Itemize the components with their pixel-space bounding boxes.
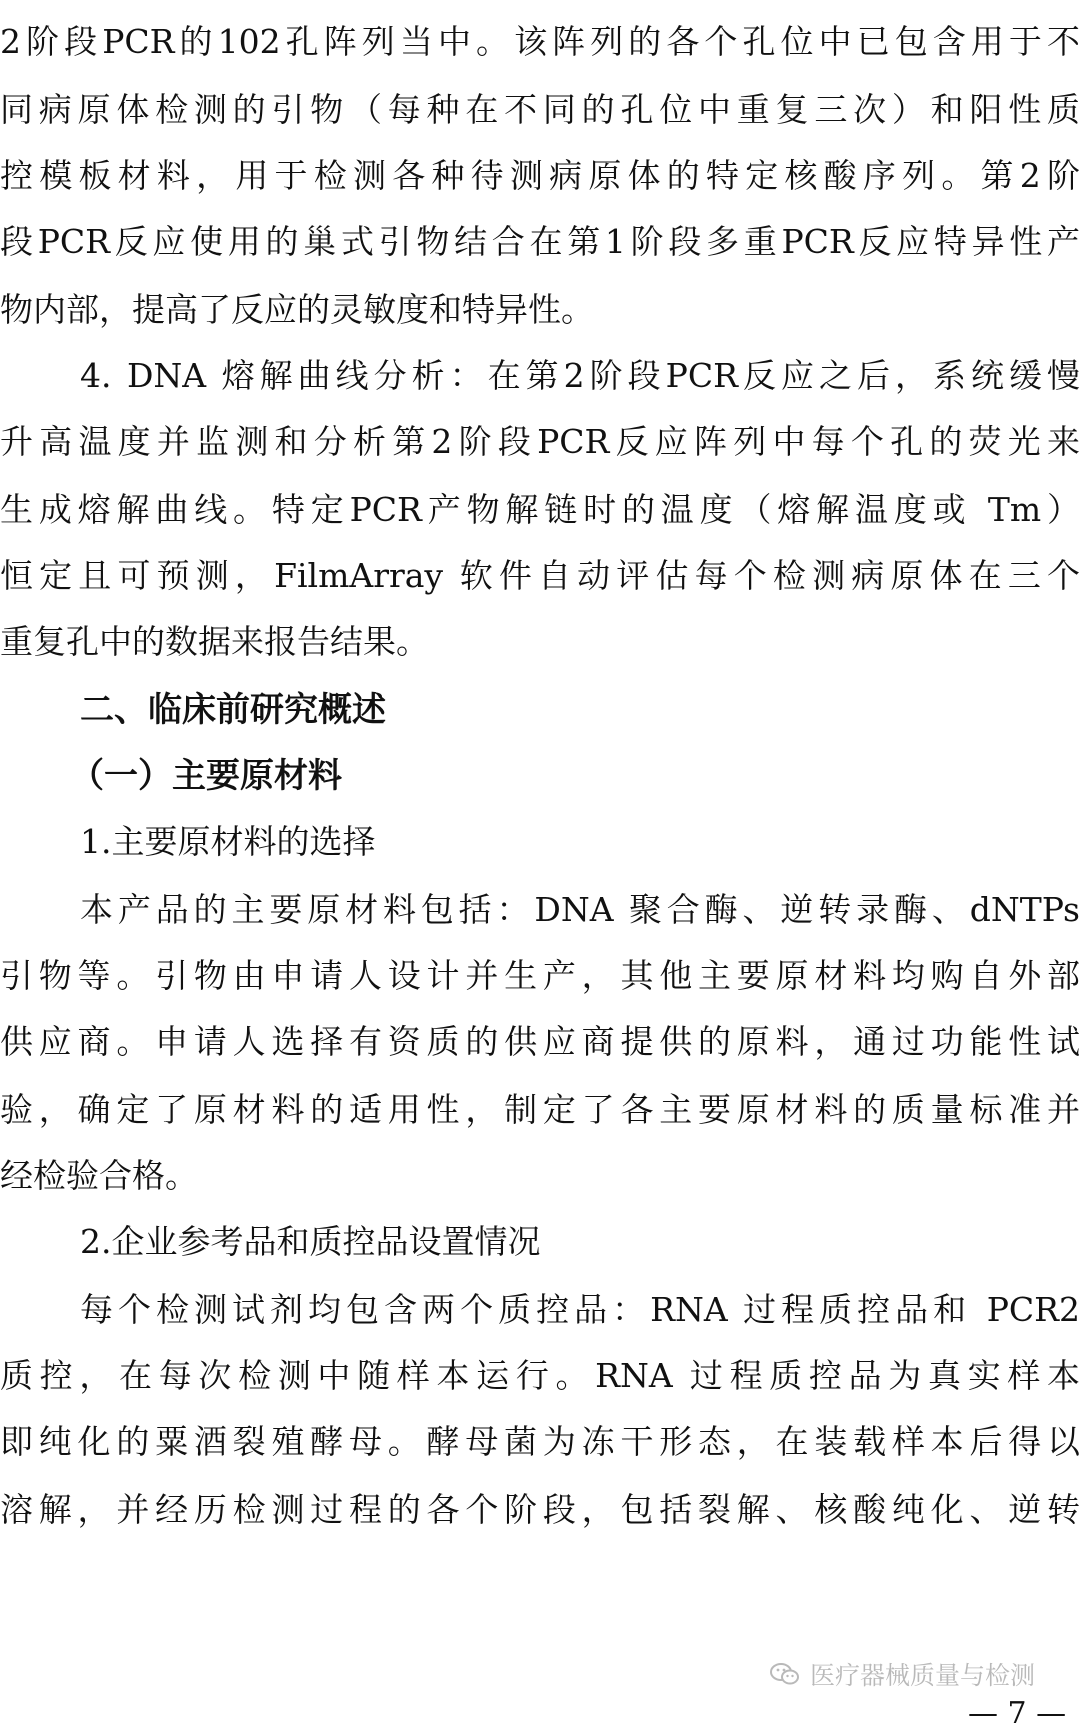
body-text-line: 供应商。申请人选择有资质的供应商提供的原料，通过功能性试 — [0, 1022, 1080, 1061]
body-text-line: 引物等。引物由申请人设计并生产，其他主要原材料均购自外部 — [0, 956, 1080, 995]
body-text-line: 控模板材料，用于检测各种待测病原体的特定核酸序列。第2阶 — [0, 156, 1080, 195]
body-text-line: 段PCR反应使用的巢式引物结合在第1阶段多重PCR反应特异性产 — [0, 222, 1080, 261]
page-number: — 7 — — [968, 1696, 1067, 1731]
body-text-line: 恒定且可预测，FilmArray 软件自动评估每个检测病原体在三个 — [0, 556, 1080, 595]
body-text-line: 本产品的主要原材料包括：DNA 聚合酶、逆转录酶、dNTPs — [80, 890, 1080, 929]
watermark — [770, 1654, 1035, 1694]
body-text-line: 物内部，提高了反应的灵敏度和特异性。 — [0, 290, 594, 329]
body-text-line: 质控，在每次检测中随样本运行。RNA 过程质控品为真实样本 — [0, 1356, 1080, 1395]
body-text-line: 生成熔解曲线。特定PCR产物解链时的温度（熔解温度或 Tm） — [0, 490, 1080, 529]
body-text-line: 重复孔中的数据来报告结果。 — [0, 622, 429, 661]
subsection-heading: （一）主要原材料 — [70, 756, 342, 796]
body-text-line: 升高温度并监测和分析第2阶段PCR反应阵列中每个孔的荧光来 — [0, 422, 1080, 461]
section-heading: 二、临床前研究概述 — [80, 690, 386, 730]
body-text-line: 每个检测试剂均包含两个质控品：RNA 过程质控品和 PCR2 — [80, 1290, 1080, 1329]
body-text-line: 验，确定了原材料的适用性，制定了各主要原材料的质量标准并 — [0, 1090, 1080, 1129]
item-heading: 1.主要原材料的选择 — [80, 822, 376, 861]
body-text-line: 同病原体检测的引物（每种在不同的孔位中重复三次）和阳性质 — [0, 90, 1080, 129]
watermark-text: 医疗器械质量与检测 — [810, 1661, 1036, 1690]
body-text-line: 溶解，并经历检测过程的各个阶段，包括裂解、核酸纯化、逆转 — [0, 1490, 1080, 1529]
wechat-icon — [770, 1662, 800, 1686]
body-text-line: 经检验合格。 — [0, 1156, 198, 1195]
body-text-line: 即纯化的粟酒裂殖酵母。酵母菌为冻干形态，在装载样本后得以 — [0, 1422, 1080, 1461]
body-text-line: 2阶段PCR的102孔阵列当中。该阵列的各个孔位中已包含用于不 — [0, 22, 1080, 61]
body-text-line: 4. DNA 熔解曲线分析：在第2阶段PCR反应之后，系统缓慢 — [80, 356, 1080, 395]
item-heading: 2.企业参考品和质控品设置情况 — [80, 1222, 541, 1261]
